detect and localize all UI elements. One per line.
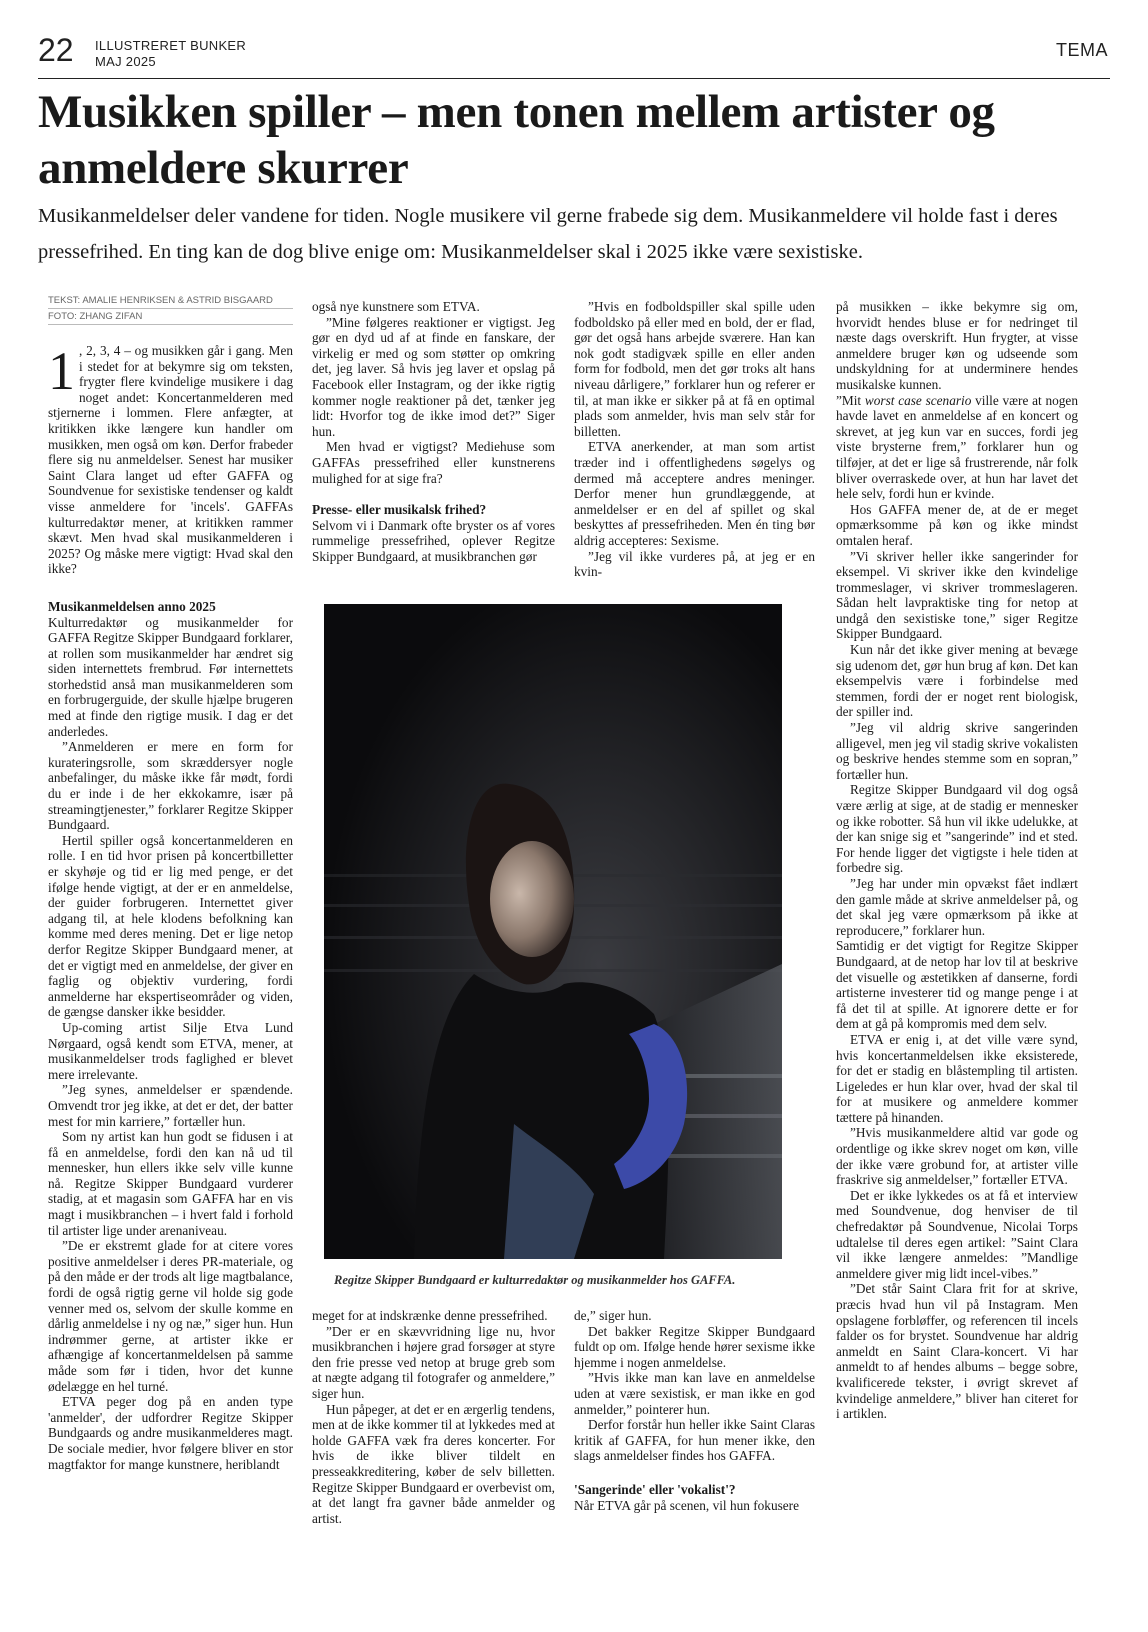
subheading-presse: Presse- eller musikalsk frihed?: [312, 502, 487, 518]
paragraph: ”Vi skriver heller ikke sangerinder for eksempel. Vi skriver ikke den kvindelige trommeslager, vi skriver trommeslageren. Sådan helt lavpraktiske ting for netop at undgå den sexistiske tone,” siger Regitze Skipper Bundgaard.: [836, 548, 1078, 642]
paragraph: ETVA anerkender, at man som artist træder ind i offentlighedens søgelys og dermed må acceptere andres meninger. Derfor mener hun grundlæggende, at anmeldelser er en del af spillet og skal beskyttes af pressefriheden. Men én ting bør aldrig accepteres: Sexisme.: [574, 439, 815, 548]
byline-block: [48, 293, 293, 325]
subheading-sangerinde: 'Sangerinde' eller 'vokalist'?: [574, 1481, 736, 1497]
paragraph: Når ETVA går på scenen, vil hun fokusere: [574, 1497, 799, 1513]
headline: Musikken spiller – men tonen mellem artister og anmeldere skurrer: [38, 86, 995, 194]
intro-paragraph: [48, 343, 293, 577]
paragraph: også nye kunstnere som ETVA.: [312, 299, 480, 314]
paragraph: ”Jeg vil aldrig skrive sangerinden alligevel, men jeg vil stadig skrive vokalisten og beskrive hendes stemme som en sopran,” fortæller hun.: [836, 720, 1078, 782]
paragraph: Kulturredaktør og musikanmelder for GAFFA Regitze Skipper Bundgaard forklarer, at rollen som musikanmelder har ændret sig siden internettets frembrud. Før internettets storhedstid anså man musikanmelderen som en forbrugerguide, der skulle hjælpe brugeren med at finde den rigtige musik. I dag er det anderledes.: [48, 614, 293, 739]
subheading-musikanmeldelsen: Musikanmeldelsen anno 2025: [48, 598, 216, 614]
paragraph: ETVA peger dog på en anden type 'anmelder', der udfordrer Regitze Skipper Bundgaards og andre musikanmelderes magt. De sociale medier, hvor følgere bliver en stor magtfaktor for mange kunstnere, heriblandt: [48, 1394, 293, 1472]
paragraph: ”Hvis musikanmeldere altid var gode og ordentlige og ikke skrev noget om køn, ville der ikke være grobund for, at artister ville fraskrive sig anmeldelser,” fortæller ETVA.: [836, 1125, 1078, 1188]
paragraph: Up-coming artist Silje Etva Lund Nørgaard, også kendt som ETVA, mener, at musikanmeldelser trods faglighed er blevet mere irrelevante.: [48, 1019, 293, 1082]
paragraph: Det er ikke lykkedes os at få et interview med Soundvenue, dog henviser de til chefredaktør på Soundvenue, Nicolai Torps udtalelse til deres egen artikel: ”Saint Clara vil ikke længere anmeldes: ”Mandlige anmeldere giver mig lidt incel-vibes.”: [836, 1187, 1078, 1281]
paragraph: Men hvad er vigtigst? Mediehuse som GAFFAs pressefrihed eller kunstnerens mulighed for at sige fra?: [312, 439, 555, 486]
column-1: [48, 293, 293, 1472]
page-number: 22: [38, 32, 74, 68]
paragraph: Kun når det ikke giver mening at bevæge sig udenom det, gør hun brug af køn. Det kan eksempelvis være i forbindelse med stemmen, fordi der er noget rent biologisk, der spiller ind.: [836, 642, 1078, 720]
text-run: ”Mit: [836, 392, 865, 408]
paragraph: ”Anmelderen er mere en form for kurateringsrolle, som skræddersyer nogle anbefalinger, du måske ikke får mødt, fordi du er inde i de her ekkokamre, især på streamingtjenester,” forklarer Regitze Skipper Bundgaard.: [48, 739, 293, 833]
paragraph: ”Jeg har under min opvækst fået indlært den gamle måde at skrive anmeldelser på, og det skal jeg være opmærksom på ikke at reproducere,” forklarer hun.: [836, 875, 1078, 938]
paragraph: ”Der er en skævvridning lige nu, hvor musikbranchen i højere grad forsøger at styre den frie presse ved netop at bruge greb som at nægte adgang til fotografer og anmeldere,” siger hun.: [312, 1323, 555, 1401]
publication-date: MAJ 2025: [95, 54, 156, 69]
paragraph: Selvom vi i Danmark ofte bryster os af vores rummelige pressefrihed, oplever Regitze Skipper Bundgaard, at musikbranchen gør: [312, 517, 555, 564]
paragraph: ”Jeg vil ikke vurderes på, at jeg er en kvin-: [574, 548, 815, 580]
paragraph: Hun påpeger, at det er en ærgerlig tendens, men at de ikke kommer til at lykkedes med at holde GAFFA væk fra deres koncerter. For hvis de ikke bliver tildelt en presseakkreditering, køber de selv billetten. Regitze Skipper Bundgaard er overbevist om, at det langt fra gavner både anmelder og artist.: [312, 1401, 555, 1526]
byline-text: TEKST: AMALIE HENRIKSEN & ASTRID BISGAARD: [48, 293, 293, 309]
paragraph: ”De er ekstremt glade for at citere vores positive anmeldelser i deres PR-materiale, og på den måde er der trods alt lige magtbalance, fordi de også rigtig gerne vil holde sig gode venner med os, selvom der skulle komme en dårlig anmeldelse i ny og næ,” siger hun. Hun indrømmer gerne, at artister ikke er afhængige af koncertanmeldelsen på samme måde som før i tiden, hvor det kunne ødelægge en hel turné.: [48, 1238, 293, 1394]
section-label: TEMA: [1055, 40, 1108, 60]
header-rule: [38, 78, 1110, 79]
paragraph: Regitze Skipper Bundgaard vil dog også være ærlig at sige, at de stadig er mennesker og ikke robotter. Så hun vil ikke udelukke, at der kan snige sig et ”sangerinde” ind et sted. For hende ligger det vigtigste i hele tiden at forbedre sig.: [836, 782, 1078, 876]
column-2-top: [312, 299, 555, 565]
paragraph: Som ny artist kan hun godt se fidusen i at få en anmeldelse, fordi den kan nå ud til mennesker, hun ellers ikke selv ville kunne nå. Regitze Skipper Bundgaard vurderer stadig, at et magasin som GAFFA har en vis magt i musikbranchen – i hvert fald i forhold til artister lige under arenaniveau.: [48, 1129, 293, 1238]
portrait-illustration: [324, 604, 782, 1259]
paragraph: ”Hvis ikke man kan lave en anmeldelse uden at være sexistisk, er man ikke en god anmelder,” pointerer hun.: [574, 1370, 815, 1417]
paragraph: på musikken – ikke bekymre sig om, hvorvidt hendes bluse er for nedringet til næste dags overskrift. Hun frygter, at visse anmeldere bruger køn og udseende som undskyldning for at underminere hendes musikalske kunnen.: [836, 299, 1078, 392]
photo-caption: Regitze Skipper Bundgaard er kulturredaktør og musikanmelder hos GAFFA.: [334, 1273, 736, 1287]
column-4: [836, 299, 1078, 1422]
paragraph: ETVA er enig i, at det ville være synd, hvis koncertanmeldelsen ikke eksisterede, for det er stadig en blåstempling til artisten. Ligeledes er hun klar over, hvad der skal til for at musikere og anmeldere kommer tættere på hinanden.: [836, 1031, 1078, 1125]
paragraph: Det bakker Regitze Skipper Bundgaard fuldt op om. Ifølge hende hører sexisme ikke hjemme i nogen anmeldelse.: [574, 1323, 815, 1370]
emphasis: worst case scenario: [864, 392, 972, 408]
paragraph: Hos GAFFA mener de, at de er meget opmærksomme på køn og ikke mindst omtalen heraf.: [836, 501, 1078, 548]
paragraph: Derfor forstår hun heller ikke Saint Claras kritik af GAFFA, for hun mener ikke, den slags anmeldelser findes hos GAFFA.: [574, 1417, 815, 1464]
column-2-bottom: [312, 1308, 555, 1526]
paragraph: Samtidig er det vigtigt for Regitze Skipper Bundgaard, at de netop har lov til at beskrive det visuelle og æstetikken af danserne, fordi artisterne investerer tid og mange penge i at få det til at spille. At ignorere dette er for dem at gå på kompromis med dem selv.: [836, 938, 1078, 1032]
paragraph: de,” siger hun.: [574, 1308, 652, 1323]
paragraph: Hertil spiller også koncertanmelderen en rolle. I en tid hvor prisen på koncertbilletter er skyhøje og tid er lig med penge, er det ifølge hende vigtigt, at der er en anmeldelse, der guider forbrugeren. Internettet giver adgang til, at hele klodens befolkning kan komme med deres mening. Det er lige netop derfor Regitze Skipper Bundgaard mener, at det er vigtigt med en anmeldelse, der giver en faglig og objektiv vurdering, fordi anmelderne har ekspertiseområder og viden, de gængse dansker ikke besidder.: [48, 832, 293, 1020]
column-3-top: [574, 299, 815, 580]
paragraph: ”Mine følgeres reaktioner er vigtigst. Jeg gør en dyd ud af at finde en fanskare, der virkelig er med og som støtter op omkring det, jeg laver. Så hvis jeg laver et opslag på Facebook eller Instagram, og der ikke rigtig kommer nogle reaktioner på det, tænker jeg lidt: Hvorfor tog de ikke imod det?” Siger hun.: [312, 314, 555, 439]
paragraph: ”Jeg synes, anmeldelser er spændende. Omvendt tror jeg ikke, at det er det, der batter mest for min karriere,” fortæller hun.: [48, 1082, 293, 1129]
byline-photo: FOTO: ZHANG ZIFAN: [48, 309, 293, 325]
paragraph: meget for at indskrænke denne pressefrihed.: [312, 1308, 548, 1323]
intro-text: , 2, 3, 4 – og musikken går i gang. Men i stedet for at bekymre sig om teksten, frygter flere kvindelige musikere i dag noget andet: Koncertanmelderen med stjernerne i lommen. Flere anfægter, at kritikken ikke længere kun handler om musikken, men også om køn. Derfor frabeder flere sig nu anmeldelser. Senest har musiker Saint Clara langet ud efter GAFFA og Soundvenue for sexistiske tendenser og kaldt visse anmeldere for 'incels'. GAFFAs kulturredaktør mener, at kritikken rammer skævt. Men hvad skal musikanmelderen i 2025? Og måske mere vigtigt: Hvad skal den ikke?: [48, 343, 293, 577]
text-run: ville være at nogen havde lavet en anmeldelse af en koncert og skrevet, at jeg kun var en succes, fordi jeg viste brysterne frem,” forklarer hun og tilføjer, at det er lige så frustrerende, når folk bliver overraskede over, at hun har lavet det hele selv, fordi hun er kvinde.: [836, 392, 1078, 502]
portrait-photo: [324, 604, 782, 1259]
paragraph: ”Hvis en fodboldspiller skal spille uden fodboldsko på eller med en bold, der er flad, gør det også hans arbejde sværere. Han kan nok godt stadigvæk spille en eller anden form for fodbold, men det gør troks alt hans niveau dårligere,” forklarer hun og referer er til, at man ikke er sikker på at få en optimal plads som anmelder, hvis man selv står for billetten.: [574, 299, 815, 439]
column-3-bottom: [574, 1308, 815, 1513]
paragraph: [836, 393, 1078, 502]
drop-cap: 1: [48, 341, 75, 401]
publication-name: ILLUSTRERET BUNKER: [95, 38, 247, 53]
paragraph: ”Det står Saint Clara frit for at skrive, præcis hvad hun vil på Instagram. Men opslagene forbløffer, og referencen til incels falder os for brystet. Soundvenue har aldrig anmeldt en Saint Clara-koncert. Vi har anmeldt to af hendes albums – begge sobre, kvalificerede tekster, i øvrigt skrevet af kvindelige anmeldere,” bliver han citeret for i artiklen.: [836, 1281, 1078, 1422]
lede: Musikanmeldelser deler vandene for tiden. Nogle musikere vil gerne frabede sig dem. Musikanmeldere vil holde fast i deres pressefrihed. En ting kan de dog blive enige om: Musikanmeldelser skal i 2025 ikke være sexistiske.: [38, 205, 1058, 263]
